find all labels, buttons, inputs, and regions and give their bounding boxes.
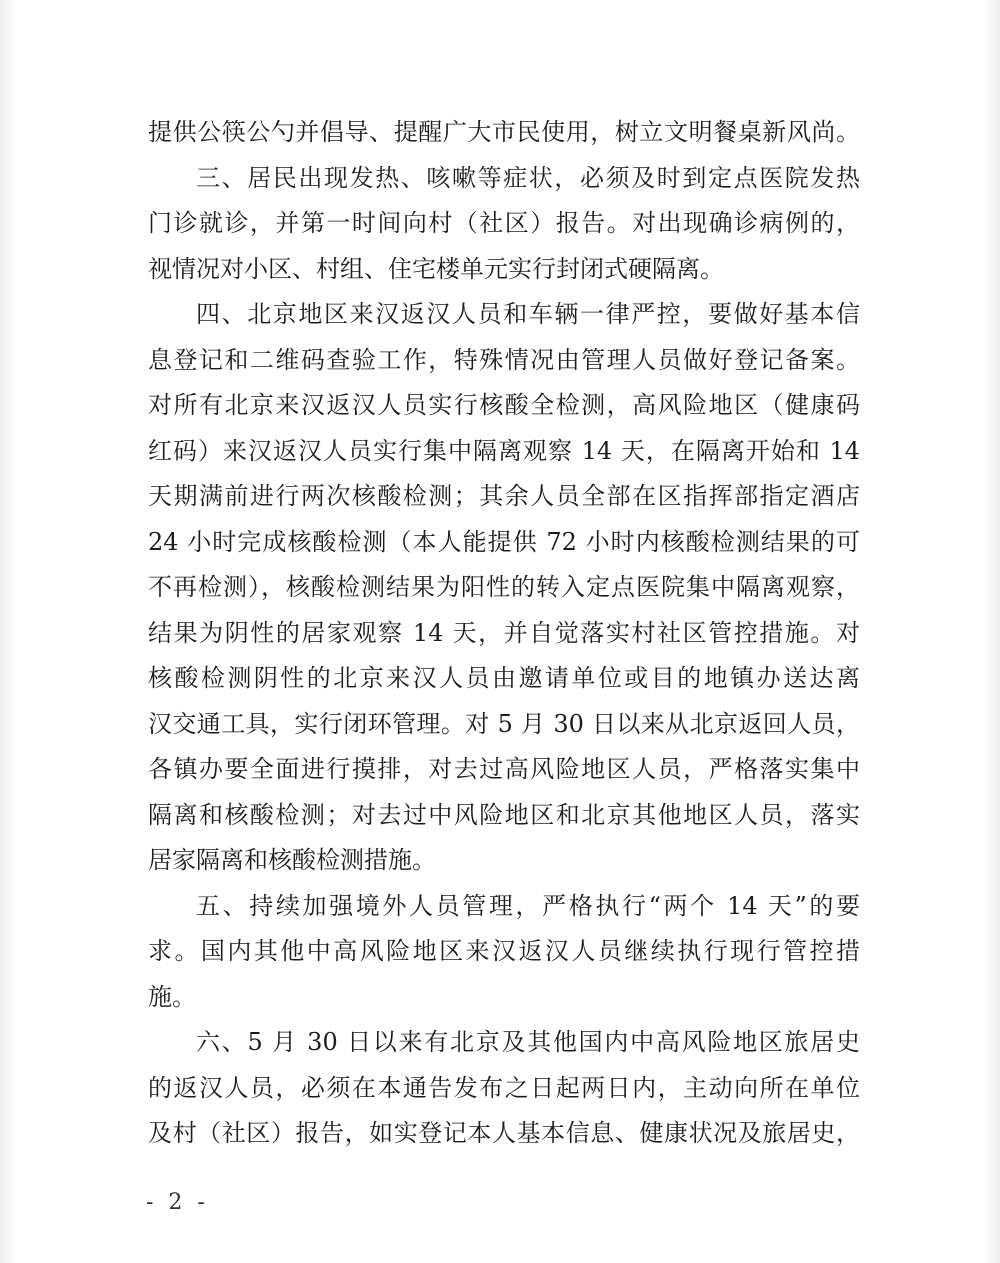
- text-line: 汉交通工具，实行闭环管理。对 5 月 30 日以来从北京返回人员，: [148, 709, 860, 738]
- text-line: 隔离和核酸检测；对去过中风险地区和北京其他地区人员，落实: [148, 800, 860, 829]
- text-line: 对所有北京来汉返汉人员实行核酸全检测，高风险地区（健康码: [148, 391, 860, 419]
- text-line: 结果为阴性的居家观察 14 天，并自觉落实村社区管控措施。对: [148, 618, 860, 647]
- text-line: 四、北京地区来汉返汉人员和车辆一律严控，要做好基本信: [196, 300, 860, 328]
- text-line: 24 小时完成核酸检测（本人能提供 72 小时内核酸检测结果的可: [148, 527, 860, 556]
- text-line: 核酸检测阴性的北京来汉人员由邀请单位或目的地镇办送达离: [148, 664, 860, 692]
- text-line: 红码）来汉返汉人员实行集中隔离观察 14 天，在隔离开始和 14: [148, 436, 860, 465]
- text-line: 息登记和二维码查验工作，特殊情况由管理人员做好登记备案。: [148, 345, 860, 374]
- text-line: 门诊就诊，并第一时间向村（社区）报告。对出现确诊病例的，: [148, 209, 860, 237]
- text-line: 视情况对小区、村组、住宅楼单元实行封闭式硬隔离。: [148, 254, 724, 283]
- text-line: 的返汉人员，必须在本通告发布之日起两日内，主动向所在单位: [148, 1073, 860, 1102]
- text-line: 三、居民出现发热、咳嗽等症状，必须及时到定点医院发热: [196, 163, 860, 192]
- text-line: 居家隔离和核酸检测措施。: [148, 846, 436, 874]
- text-line: 六、5 月 30 日以来有北京及其他国内中高风险地区旅居史: [196, 1028, 860, 1056]
- text-line: 提供公筷公勺并倡导、提醒广大市民使用，树立文明餐桌新风尚。: [148, 118, 860, 146]
- text-line: 及村（社区）报告，如实登记本人基本信息、健康状况及旅居史，: [148, 1119, 860, 1147]
- text-line: 求。国内其他中高风险地区来汉返汉人员继续执行现行管控措: [148, 937, 860, 965]
- text-line: 天期满前进行两次核酸检测；其余人员全部在区指挥部指定酒店: [148, 482, 860, 510]
- page-number: - 2 -: [146, 1190, 209, 1215]
- text-line: 各镇办要全面进行摸排，对去过高风险地区人员，严格落实集中: [148, 755, 860, 783]
- text-line: 五、持续加强境外人员管理，严格执行“两个 14 天”的要: [196, 891, 860, 920]
- text-line: 不再检测），核酸检测结果为阳性的转入定点医院集中隔离观察，: [148, 573, 860, 601]
- text-line: 施。: [148, 982, 196, 1011]
- document-body: [148, 110, 860, 1157]
